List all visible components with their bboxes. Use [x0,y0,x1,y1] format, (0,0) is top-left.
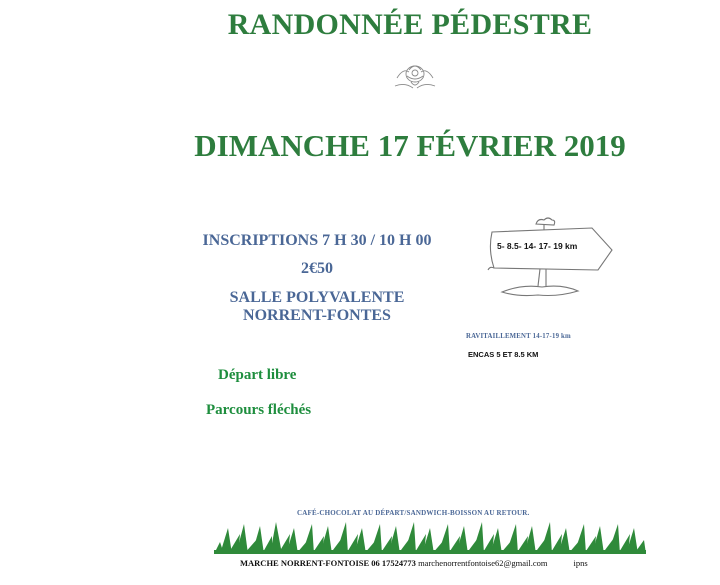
drinks-info: CAFÉ-CHOCOLAT AU DÉPART/SANDWICH-BOISSON AU RETOUR. [297,509,530,517]
snacks-info: ENCAS 5 ET 8.5 KM [468,350,539,359]
start-info: Départ libre [218,367,297,383]
ipns-note: ipns [573,558,588,568]
routes-info: Parcours fléchés [206,402,312,418]
flower-ornament-icon [389,58,441,94]
supply-info: RAVITAILLEMENT 14-17-19 km [466,333,571,340]
signpost-icon [480,210,620,300]
footer-contact [240,558,588,568]
organizer-name: MARCHE NORRENT-FONTOISE 06 17524773 [240,558,416,568]
email-address: marchenorrentfontoise62@gmail.com [418,558,548,568]
distances-label: 5- 8.5- 14- 17- 19 km [497,241,578,251]
venue-name: SALLE POLYVALENTE [229,289,405,306]
page-title: RANDONNÉE PÉDESTRE [227,8,593,41]
price: 2€50 [301,260,333,277]
registration-hours: INSCRIPTIONS 7 H 30 / 10 H 00 [202,232,432,249]
event-date: DIMANCHE 17 FÉVRIER 2019 [194,128,626,163]
grass-icon [214,520,646,554]
venue-town: NORRENT-FONTES [243,307,391,324]
